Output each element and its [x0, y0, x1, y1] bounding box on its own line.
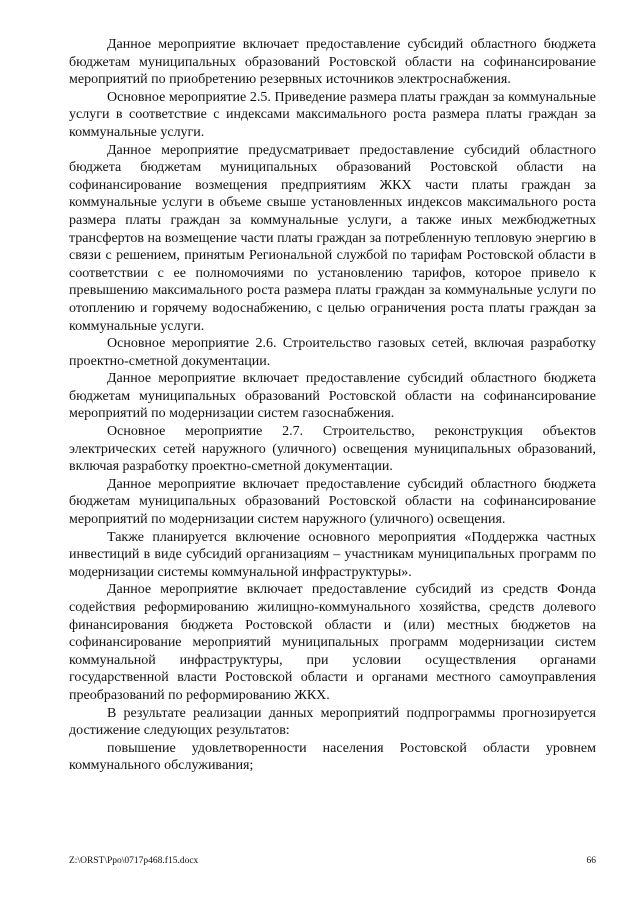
paragraph: Основное мероприятие 2.6. Строительство газовых сетей, включая разработку проектно-сметной документации. [69, 336, 596, 369]
document-body [69, 36, 596, 775]
footer-file-path: Z:\ORST\Ppo\0717p468.f15.docx [69, 856, 199, 866]
paragraph: Данное мероприятие включает предоставление субсидий областного бюджета бюджетам муниципальных образований Ростовской области на софинансирование мероприятий по приобретению резервных источников электроснабжения. [69, 37, 596, 88]
paragraph: повышение удовлетворенности населения Ростовской области уровнем коммунального обслуживания; [69, 740, 596, 774]
page-footer [69, 854, 596, 868]
paragraph: Данное мероприятие включает предоставление субсидий областного бюджета бюджетам муниципальных образований Ростовской области на софинансирование мероприятий по модернизации систем наружного (уличного) освещения. [69, 476, 596, 528]
paragraph: Данное мероприятие предусматривает предоставление субсидий областного бюджета бюджетам муниципальных образований Ростовской области на софинансирование возмещения предприятиям ЖКХ части платы граждан за коммунальные услуги в объеме свыше установленных индексов максимального роста размера платы граждан за коммунальные услуги, а также иных межбюджетных трансфертов на возмещение части платы граждан за потребленную тепловую энергию в связи с решением, принятым Региональной службой по тарифам Ростовской области в соответствии с ее полномочиями по установлению тарифов, которое привело к превышению максимального роста размера платы граждан за коммунальные услуги по отоплению и горячему водоснабжению, с целью ограничения роста платы граждан за коммунальные услуги. [69, 142, 596, 334]
paragraph: Данное мероприятие включает предоставление субсидий областного бюджета бюджетам муниципальных образований Ростовской области на софинансирование мероприятий по модернизации систем газоснабжения. [69, 371, 596, 422]
paragraph: Основное мероприятие 2.5. Приведение размера платы граждан за коммунальные услуги в соответствие с индексами максимального роста размера платы граждан за коммунальные услуги. [69, 89, 596, 140]
paragraph: Основное мероприятие 2.7. Строительство, реконструкция объектов электрических сетей наружного (уличного) освещения муниципальных образований, включая разработку проектно-сметной документации. [69, 424, 596, 475]
page-number: 66 [586, 856, 596, 866]
paragraph: Также планируется включение основного мероприятия «Поддержка частных инвестиций в виде субсидий организациям – участникам муниципальных программ по модернизации системы коммунальной инфраструктуры». [69, 529, 596, 580]
paragraph: В результате реализации данных мероприятий подпрограммы прогнозируется достижение следующих результатов: [69, 705, 596, 739]
paragraph: Данное мероприятие включает предоставление субсидий из средств Фонда содействия реформированию жилищно-коммунального хозяйства, средств долевого финансирования бюджета Ростовской области и (или) местных бюджетов на софинансирование мероприятий муниципальных программ модернизации систем коммунальной инфраструктуры, при условии осуществления органами государственной власти Ростовской области и органами местного самоуправления преобразований по реформированию ЖКХ. [69, 582, 596, 703]
